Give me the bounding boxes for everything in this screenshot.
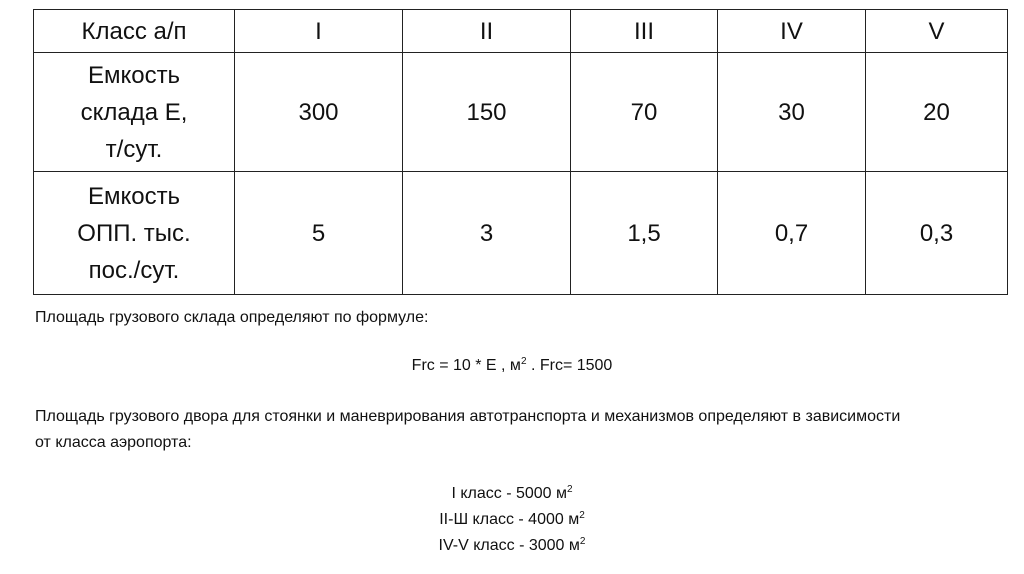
- header-cell-ii: II: [403, 10, 571, 53]
- table-cell: 30: [718, 53, 866, 172]
- header-cell-iv: IV: [718, 10, 866, 53]
- header-cell-class: Класс а/п: [34, 10, 235, 53]
- list-item-superscript: 2: [579, 536, 586, 547]
- row-label-passenger-capacity: [34, 172, 235, 295]
- list-item-text: I класс - 5000 м: [451, 485, 567, 502]
- formula-superscript: 2: [520, 356, 527, 367]
- list-item-text: IV-V класс - 3000 м: [438, 537, 580, 554]
- header-cell-v: V: [866, 10, 1008, 53]
- row-label-line: т/сут.: [105, 135, 163, 163]
- row-label-line: пос./сут.: [88, 256, 180, 284]
- row-label-line: Емкость: [87, 61, 181, 89]
- paragraph-yard-area-line2: от класса аэропорта:: [35, 434, 192, 451]
- table-cell: 1,5: [571, 172, 718, 295]
- header-cell-i: I: [235, 10, 403, 53]
- airport-class-table: [33, 9, 1008, 295]
- table-row: [34, 172, 1008, 295]
- list-item-superscript: 2: [579, 510, 585, 521]
- row-label-storage-capacity: [34, 53, 235, 172]
- table-row: [34, 53, 1008, 172]
- table-cell: 300: [235, 53, 403, 172]
- formula-result: . Frc= 1500: [526, 357, 613, 374]
- paragraph-storage-area: Площадь грузового склада определяют по формуле:: [35, 309, 429, 326]
- table-cell: 5: [235, 172, 403, 295]
- list-item-text: II-Ш класс - 4000 м: [439, 511, 580, 528]
- table-cell: 0,3: [866, 172, 1008, 295]
- table-cell: 0,7: [718, 172, 866, 295]
- formula-text: Frc = 10 * Е , м: [411, 357, 521, 374]
- header-cell-iii: III: [571, 10, 718, 53]
- table-cell: 150: [403, 53, 571, 172]
- list-item: [0, 534, 1024, 558]
- list-item: [0, 508, 1024, 532]
- list-item-superscript: 2: [567, 484, 573, 495]
- formula: [0, 354, 1024, 378]
- table-cell: 3: [403, 172, 571, 295]
- paragraph-yard-area-line1: Площадь грузового двора для стоянки и маневрирования автотранспорта и механизмов определяют в зависимости: [35, 408, 901, 425]
- row-label-line: Емкость: [87, 182, 181, 210]
- table-header-row: [34, 10, 1008, 53]
- table-cell: 70: [571, 53, 718, 172]
- row-label-line: склада Е,: [80, 98, 188, 126]
- table-cell: 20: [866, 53, 1008, 172]
- row-label-line: ОПП. тыс.: [77, 219, 191, 247]
- list-item: [0, 482, 1024, 506]
